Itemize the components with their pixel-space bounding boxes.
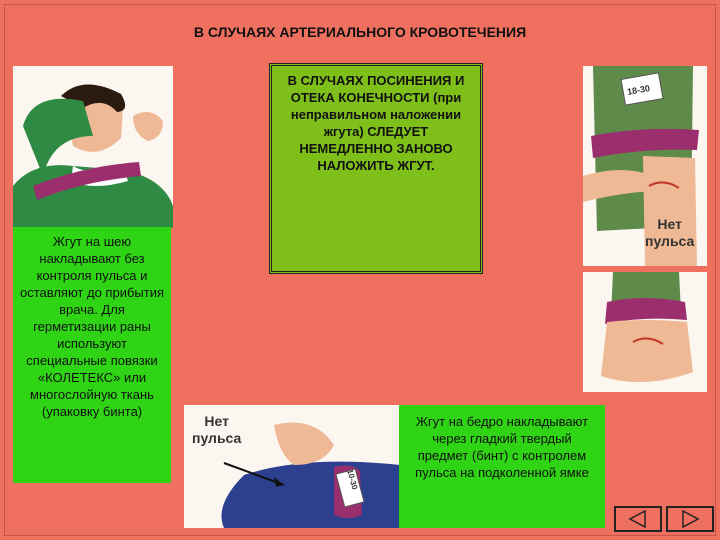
thigh-no-pulse-line1: Нет xyxy=(204,413,229,429)
neck-note: Жгут на шею накладывают без контроля пульса и оставляют до прибытия врача. Для герметизации раны используют специальные повязки «КОЛЕТЕКС» или многослойную ткань (упаковку бинта) xyxy=(13,227,171,483)
triangle-left-icon xyxy=(616,508,660,530)
thigh-no-pulse-line2: пульса xyxy=(192,430,242,446)
triangle-right-icon xyxy=(668,508,712,530)
no-pulse-label-line2: пульса xyxy=(645,233,695,249)
next-slide-button[interactable] xyxy=(666,506,714,532)
hand-tourniquet-photo xyxy=(583,272,707,392)
arm-tourniquet-photo xyxy=(583,66,707,266)
thigh-note: Жгут на бедро накладывают через гладкий твердый предмет (бинт) с контролем пульса на подколенной ямке xyxy=(399,405,605,528)
arm-tag-label: 18-30 xyxy=(626,83,651,97)
previous-slide-button[interactable] xyxy=(614,506,662,532)
slide-title: В СЛУЧАЯХ АРТЕРИАЛЬНОГО КРОВОТЕЧЕНИЯ xyxy=(193,24,527,40)
no-pulse-label-line1: Нет xyxy=(657,216,682,232)
center-warning-note: В СЛУЧАЯХ ПОСИНЕНИЯ И ОТЕКА КОНЕЧНОСТИ (при неправильном наложении жгута) СЛЕДУЕТ НЕМЕДЛЕННО ЗАНОВО НАЛОЖИТЬ ЖГУТ. xyxy=(269,63,483,274)
thigh-tourniquet-photo xyxy=(184,405,400,528)
leg-tag-label: 10-30 xyxy=(345,468,360,491)
neck-tourniquet-photo xyxy=(13,66,173,228)
